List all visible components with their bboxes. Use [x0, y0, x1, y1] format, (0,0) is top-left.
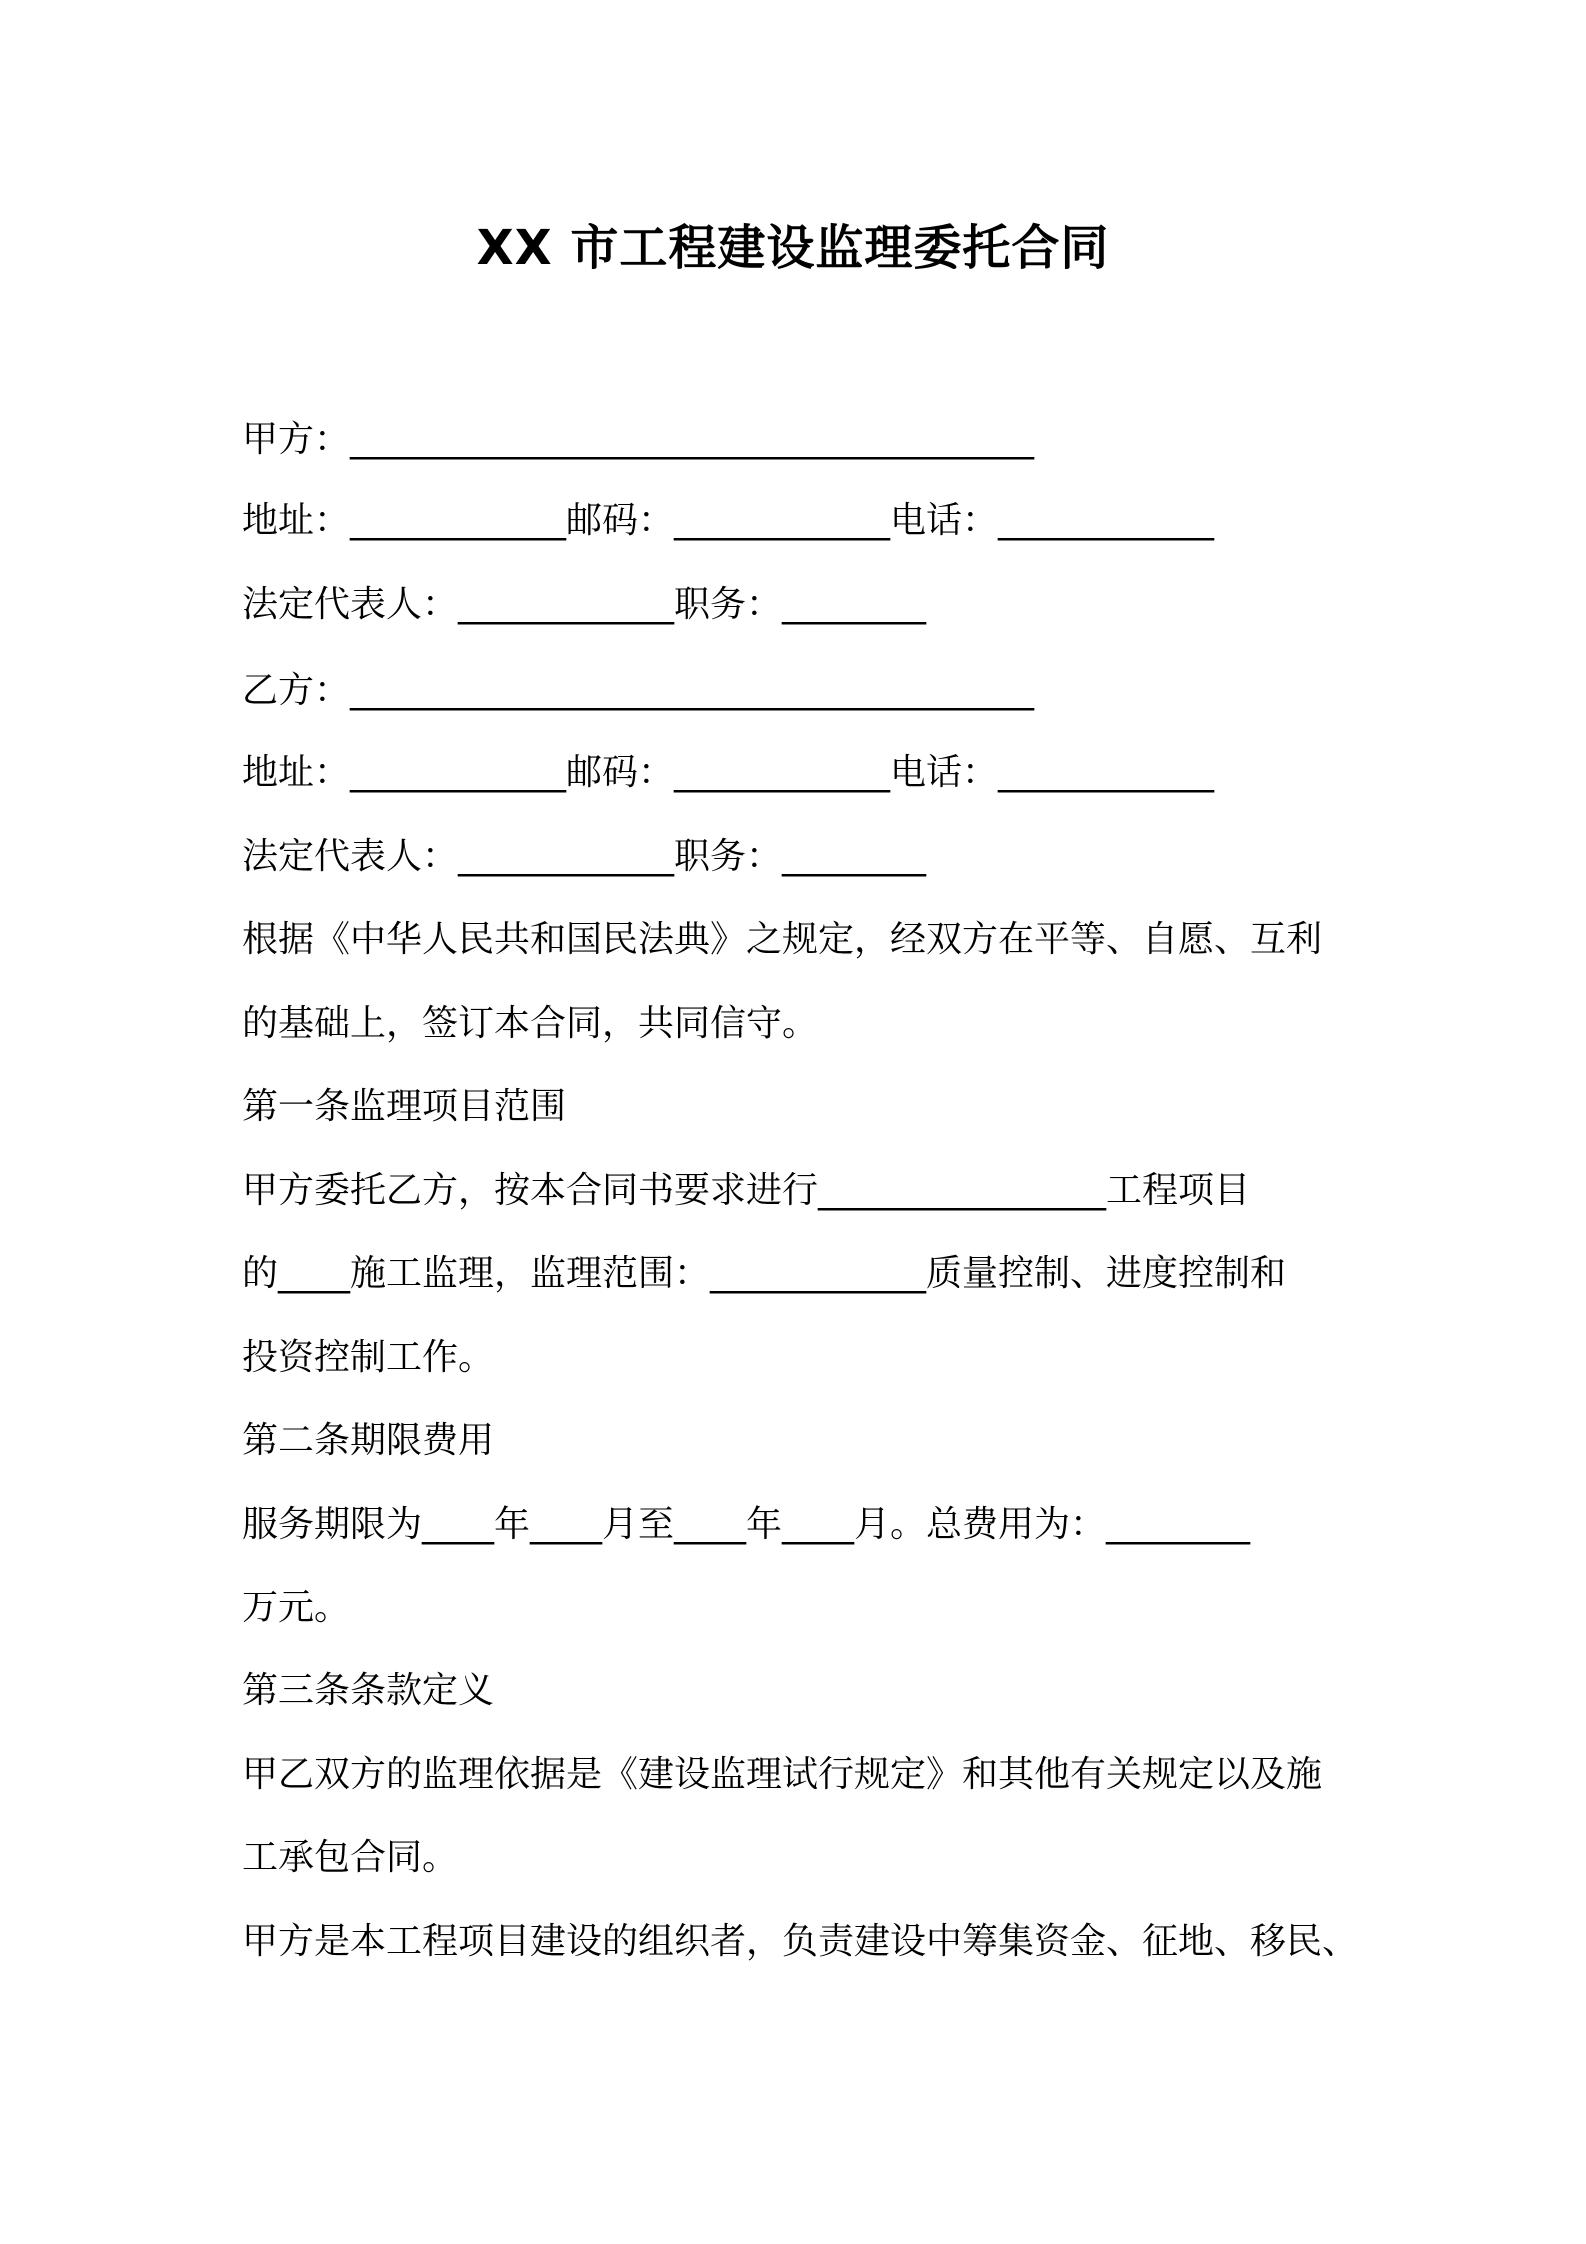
document-title: XX 市工程建设监理委托合同	[476, 220, 1110, 276]
article-2-line-1: 服务期限为____年____月至____年____月。总费用为：________	[242, 1504, 1251, 1545]
article-1-line-1: 甲方委托乙方，按本合同书要求进行________________工程项目	[242, 1170, 1251, 1211]
party-b-representative-line: 法定代表人：____________职务：________	[242, 836, 927, 877]
preamble-line-1: 根据《中华人民共和国民法典》之规定，经双方在平等、自愿、互利	[242, 919, 1323, 960]
article-3-line-3: 甲方是本工程项目建设的组织者，负责建设中筹集资金、征地、移民、	[242, 1921, 1359, 1962]
party-a-address-line: 地址：____________邮码：____________电话：____________	[242, 500, 1215, 541]
article-3-line-1: 甲乙双方的监理依据是《建设监理试行规定》和其他有关规定以及施	[242, 1754, 1323, 1795]
article-1-line-2: 的____施工监理，监理范围：____________质量控制、进度控制和	[242, 1253, 1287, 1294]
preamble-line-2: 的基础上，签订本合同，共同信守。	[242, 1003, 819, 1044]
article-3-heading: 第三条条款定义	[242, 1670, 495, 1711]
article-3-line-2: 工承包合同。	[242, 1837, 459, 1878]
party-b-line: 乙方：______________________________________	[242, 670, 1035, 711]
article-2-line-2: 万元。	[242, 1587, 351, 1628]
party-a-line: 甲方：______________________________________	[242, 419, 1035, 460]
article-1-line-3: 投资控制工作。	[242, 1337, 495, 1378]
party-b-address-line: 地址：____________邮码：____________电话：____________	[242, 752, 1215, 793]
article-1-heading: 第一条监理项目范围	[242, 1086, 567, 1127]
party-a-representative-line: 法定代表人：____________职务：________	[242, 584, 927, 625]
article-2-heading: 第二条期限费用	[242, 1420, 495, 1461]
